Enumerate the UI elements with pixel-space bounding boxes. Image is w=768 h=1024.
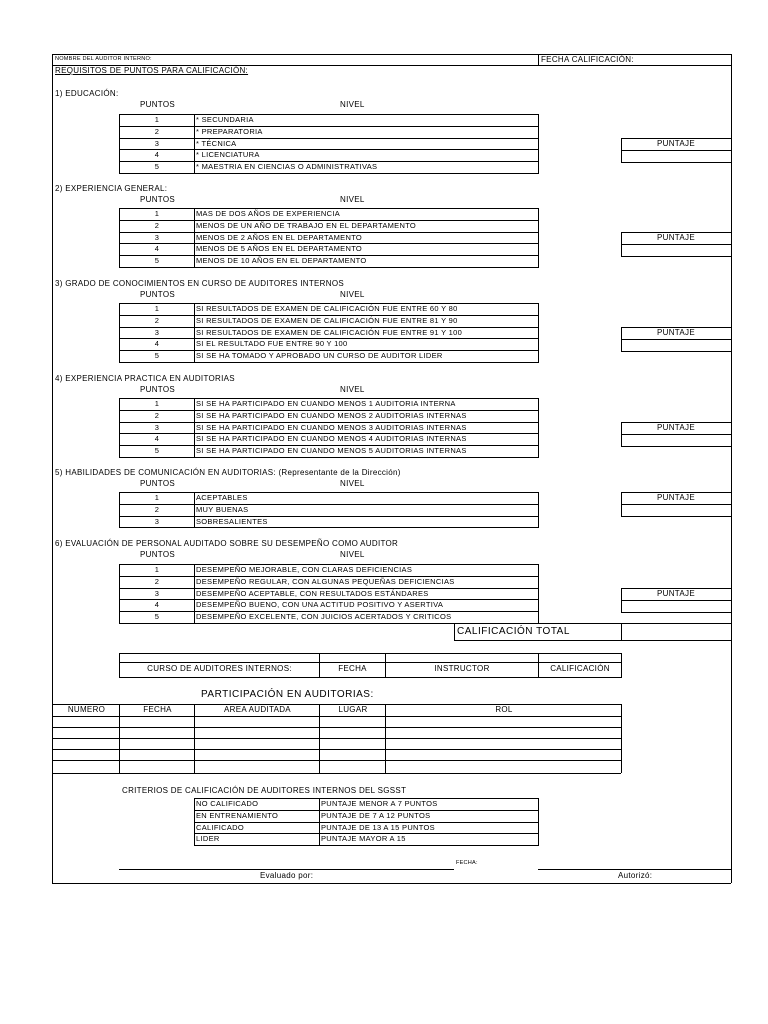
section-3-grid-line bbox=[119, 362, 539, 363]
section-1-row-level: * TÉCNICA bbox=[196, 139, 237, 148]
criteria-range: PUNTAJE DE 13 A 15 PUNTOS bbox=[321, 823, 435, 832]
section-4-row-level: SI SE HA PARTICIPADO EN CUANDO MENOS 2 AUDITORIAS INTERNAS bbox=[196, 411, 467, 420]
section-5-grid-vline bbox=[194, 492, 195, 527]
section-6-score-label: PUNTAJE bbox=[657, 589, 695, 598]
form-border-bottom bbox=[52, 883, 731, 884]
section-3-grid-vline bbox=[538, 303, 539, 362]
section-5-level-header: NIVEL bbox=[340, 479, 365, 488]
criteria-title: CRITERIOS DE CALIFICACIÓN DE AUDITORES INTERNOS DEL SGSST bbox=[122, 786, 407, 795]
section-1-grid-line bbox=[119, 149, 539, 150]
criteria-label: NO CALIFICADO bbox=[196, 799, 259, 808]
section-5-row-points: 1 bbox=[154, 493, 160, 502]
section-3-row-points: 4 bbox=[154, 339, 160, 348]
section-1-row-points: 5 bbox=[154, 162, 160, 171]
course-line-1 bbox=[119, 653, 622, 654]
section-1-grid-vline bbox=[194, 114, 195, 173]
participation-header-5: ROL bbox=[495, 705, 513, 714]
participation-header-4: LUGAR bbox=[338, 705, 368, 714]
participation-grid-line bbox=[52, 738, 621, 739]
criteria-grid-line bbox=[194, 845, 539, 846]
criteria-grid-vline bbox=[538, 798, 539, 845]
section-1-row-level: * SECUNDARIA bbox=[196, 115, 254, 124]
participation-header-2: FECHA bbox=[143, 705, 172, 714]
participation-header-3: AREA AUDITADA bbox=[224, 705, 291, 714]
section-1-row-points: 3 bbox=[154, 139, 160, 148]
section-4-row-points: 3 bbox=[154, 423, 160, 432]
signature-line-evaluated bbox=[119, 869, 454, 870]
participation-title: PARTICIPACIÓN EN AUDITORIAS: bbox=[201, 689, 374, 700]
section-4-row-level: SI SE HA PARTICIPADO EN CUANDO MENOS 1 AUDITORIA INTERNA bbox=[196, 399, 456, 408]
section-6-row-points: 3 bbox=[154, 589, 160, 598]
section-1-grid-line bbox=[119, 173, 539, 174]
section-2-level-header: NIVEL bbox=[340, 195, 365, 204]
section-1-grid-line bbox=[119, 114, 539, 115]
criteria-label: CALIFICADO bbox=[196, 823, 245, 832]
section-3-row-points: 3 bbox=[154, 328, 160, 337]
section-1-points-header: PUNTOS bbox=[140, 100, 175, 109]
section-3-row-level: SI RESULTADOS DE EXAMEN DE CALIFICACIÓN FUE ENTRE 60 Y 80 bbox=[196, 304, 458, 313]
section-3-row-level: SI EL RESULTADO FUE ENTRE 90 Y 100 bbox=[196, 339, 348, 348]
section-2-title: 2) EXPERIENCIA GENERAL: bbox=[55, 184, 168, 193]
section-4-score-field[interactable] bbox=[622, 435, 730, 446]
participation-header-1: NUMERO bbox=[67, 705, 106, 714]
participation-grid-line bbox=[52, 773, 621, 774]
section-4-score-line bbox=[621, 446, 731, 447]
section-3-row-level: SI RESULTADOS DE EXAMEN DE CALIFICACIÓN FUE ENTRE 91 Y 100 bbox=[196, 328, 463, 337]
evaluated-by-label: Evaluado por: bbox=[260, 871, 314, 880]
criteria-range: PUNTAJE MAYOR A 15 bbox=[321, 834, 406, 843]
section-6-grid-vline bbox=[194, 564, 195, 623]
course-header-name: CURSO DE AUDITORES INTERNOS: bbox=[147, 664, 292, 673]
section-2-score-label: PUNTAJE bbox=[657, 233, 695, 242]
section-6-row-level: DESEMPEÑO MEJORABLE, CON CLARAS DEFICIENCIAS bbox=[196, 565, 413, 574]
section-5-row-level: SOBRESALIENTES bbox=[196, 517, 268, 526]
course-header-date: FECHA bbox=[338, 664, 367, 673]
section-6-score-field[interactable] bbox=[622, 601, 730, 612]
section-6-score-line bbox=[621, 612, 731, 613]
section-1-title: 1) EDUCACIÓN: bbox=[55, 89, 119, 98]
section-4-row-points: 2 bbox=[154, 411, 160, 420]
section-6-row-points: 4 bbox=[154, 600, 160, 609]
section-1-grid-line bbox=[119, 126, 539, 127]
section-6-row-points: 2 bbox=[154, 577, 160, 586]
section-4-level-header: NIVEL bbox=[340, 385, 365, 394]
authorized-label: Autorizó: bbox=[618, 871, 653, 880]
section-5-score-field[interactable] bbox=[622, 505, 730, 516]
participation-grid-vline bbox=[119, 704, 120, 773]
section-3-score-field[interactable] bbox=[622, 340, 730, 351]
participation-grid-vline bbox=[52, 704, 53, 773]
section-6-row-level: DESEMPEÑO BUENO, CON UNA ACTITUD POSITIVO Y ASERTIVA bbox=[196, 600, 444, 609]
form-border-right bbox=[731, 54, 732, 883]
section-5-row-points: 2 bbox=[154, 505, 160, 514]
participation-grid-vline bbox=[621, 704, 622, 773]
section-1-row-level: * PREPARATORIA bbox=[196, 127, 263, 136]
section-2-points-header: PUNTOS bbox=[140, 195, 175, 204]
total-label: CALIFICACIÓN TOTAL bbox=[457, 626, 570, 637]
section-2-score-field[interactable] bbox=[622, 245, 730, 256]
course-vline-5 bbox=[621, 653, 622, 677]
section-1-row-level: * LICENCIATURA bbox=[196, 150, 260, 159]
signature-line-authorized bbox=[538, 869, 731, 870]
section-2-row-level: MENOS DE 2 AÑOS EN EL DEPARTAMENTO bbox=[196, 233, 363, 242]
total-left-line bbox=[454, 623, 455, 640]
section-3-score-line bbox=[621, 351, 731, 352]
section-1-row-level: * MAESTRIA EN CIENCIAS O ADMINISTRATIVAS bbox=[196, 162, 378, 171]
section-3-level-header: NIVEL bbox=[340, 290, 365, 299]
section-5-score-label: PUNTAJE bbox=[657, 493, 695, 502]
section-2-grid-vline bbox=[194, 208, 195, 267]
total-bottom-line bbox=[454, 640, 731, 641]
section-3-score-label: PUNTAJE bbox=[657, 328, 695, 337]
header-split bbox=[538, 54, 539, 65]
section-4-row-points: 5 bbox=[154, 446, 160, 455]
participation-grid-line bbox=[52, 704, 621, 705]
section-5-row-level: MUY BUENAS bbox=[196, 505, 249, 514]
section-5-row-points: 3 bbox=[154, 517, 160, 526]
section-2-grid-line bbox=[119, 267, 539, 268]
section-2-row-points: 2 bbox=[154, 221, 160, 230]
section-2-score-line bbox=[621, 256, 731, 257]
section-1-grid-vline bbox=[538, 114, 539, 173]
section-5-row-level: ACEPTABLES bbox=[196, 493, 248, 502]
section-3-row-points: 2 bbox=[154, 316, 160, 325]
section-2-row-level: MENOS DE 5 AÑOS EN EL DEPARTAMENTO bbox=[196, 244, 363, 253]
criteria-label: LIDER bbox=[196, 834, 220, 843]
section-2-grid-vline bbox=[538, 208, 539, 267]
section-2-row-points: 1 bbox=[154, 209, 160, 218]
section-3-title: 3) GRADO DE CONOCIMIENTOS EN CURSO DE AUDITORES INTERNOS bbox=[55, 279, 344, 288]
section-6-row-level: DESEMPEÑO REGULAR, CON ALGUNAS PEQUEÑAS DEFICIENCIAS bbox=[196, 577, 455, 586]
section-2-row-level: MENOS DE UN AÑO DE TRABAJO EN EL DEPARTAMENTO bbox=[196, 221, 417, 230]
section-4-score-label: PUNTAJE bbox=[657, 423, 695, 432]
course-header-instructor: INSTRUCTOR bbox=[434, 664, 490, 673]
section-4-grid-line bbox=[119, 457, 539, 458]
section-6-points-header: PUNTOS bbox=[140, 550, 175, 559]
section-4-grid-vline bbox=[194, 398, 195, 457]
section-5-grid-line bbox=[119, 492, 539, 493]
section-3-points-header: PUNTOS bbox=[140, 290, 175, 299]
section-5-score-line bbox=[621, 516, 731, 517]
section-4-row-points: 4 bbox=[154, 434, 160, 443]
section-1-level-header: NIVEL bbox=[340, 100, 365, 109]
section-1-score-field[interactable] bbox=[622, 151, 730, 162]
section-4-points-header: PUNTOS bbox=[140, 385, 175, 394]
section-4-title: 4) EXPERIENCIA PRACTICA EN AUDITORIAS bbox=[55, 374, 235, 383]
section-5-grid-line bbox=[119, 527, 539, 528]
auditor-name-label: NOMBRE DEL AUDITOR INTERNO: bbox=[55, 56, 152, 62]
participation-grid-line bbox=[52, 716, 621, 717]
section-6-row-level: DESEMPEÑO EXCELENTE, CON JUICIOS ACERTADOS Y CRITICOS bbox=[196, 612, 452, 621]
total-score-field[interactable] bbox=[622, 624, 730, 639]
participation-grid-vline bbox=[319, 704, 320, 773]
section-2-row-level: MAS DE DOS AÑOS DE EXPERIENCIA bbox=[196, 209, 341, 218]
requirements-title: REQUISITOS DE PUNTOS PARA CALIFICACIÓN: bbox=[55, 66, 249, 75]
section-3-row-points: 5 bbox=[154, 351, 160, 360]
section-5-grid-line bbox=[119, 516, 539, 517]
section-1-row-points: 4 bbox=[154, 150, 160, 159]
section-5-points-header: PUNTOS bbox=[140, 479, 175, 488]
participation-grid-vline bbox=[194, 704, 195, 773]
footer-date-label: FECHA: bbox=[456, 860, 478, 866]
participation-grid-vline bbox=[385, 704, 386, 773]
section-2-row-points: 5 bbox=[154, 256, 160, 265]
section-1-grid-line bbox=[119, 138, 539, 139]
section-5-title: 5) HABILIDADES DE COMUNICACIÓN EN AUDITORIAS: (Representante de la Dirección) bbox=[55, 468, 401, 477]
section-6-row-level: DESEMPEÑO ACEPTABLE, CON RESULTADOS ESTÁNDARES bbox=[196, 589, 429, 598]
section-2-row-points: 4 bbox=[154, 244, 160, 253]
section-4-row-level: SI SE HA PARTICIPADO EN CUANDO MENOS 5 AUDITORIAS INTERNAS bbox=[196, 446, 467, 455]
section-4-grid-vline bbox=[538, 398, 539, 457]
section-6-row-points: 1 bbox=[154, 565, 160, 574]
course-line-3 bbox=[119, 677, 622, 678]
section-5-grid-line bbox=[119, 504, 539, 505]
section-6-grid-vline bbox=[538, 564, 539, 623]
participation-grid-line bbox=[52, 760, 621, 761]
section-3-row-level: SI SE HA TOMADO Y APROBADO UN CURSO DE AUDITOR LIDER bbox=[196, 351, 443, 360]
course-line-2 bbox=[119, 662, 622, 663]
section-6-level-header: NIVEL bbox=[340, 550, 365, 559]
section-4-row-level: SI SE HA PARTICIPADO EN CUANDO MENOS 3 AUDITORIAS INTERNAS bbox=[196, 423, 467, 432]
section-3-row-level: SI RESULTADOS DE EXAMEN DE CALIFICACIÓN FUE ENTRE 81 Y 90 bbox=[196, 316, 458, 325]
section-4-row-level: SI SE HA PARTICIPADO EN CUANDO MENOS 4 AUDITORIAS INTERNAS bbox=[196, 434, 467, 443]
section-1-score-label: PUNTAJE bbox=[657, 139, 695, 148]
section-6-title: 6) EVALUACIÓN DE PERSONAL AUDITADO SOBRE SU DESEMPEÑO COMO AUDITOR bbox=[55, 539, 399, 548]
section-5-grid-vline bbox=[538, 492, 539, 527]
section-1-row-points: 1 bbox=[154, 115, 160, 124]
criteria-grid-vline bbox=[319, 798, 320, 845]
participation-grid-line bbox=[52, 749, 621, 750]
course-header-score: CALIFICACIÓN bbox=[550, 664, 610, 673]
participation-grid-line bbox=[52, 727, 621, 728]
section-1-row-points: 2 bbox=[154, 127, 160, 136]
section-2-row-level: MENOS DE 10 AÑOS EN EL DEPARTAMENTO bbox=[196, 256, 367, 265]
criteria-range: PUNTAJE MENOR A 7 PUNTOS bbox=[321, 799, 438, 808]
criteria-range: PUNTAJE DE 7 A 12 PUNTOS bbox=[321, 811, 431, 820]
section-2-row-points: 3 bbox=[154, 233, 160, 242]
section-4-row-points: 1 bbox=[154, 399, 160, 408]
section-3-row-points: 1 bbox=[154, 304, 160, 313]
section-3-grid-vline bbox=[194, 303, 195, 362]
section-1-score-line bbox=[621, 162, 731, 163]
date-label: FECHA CALIFICACIÓN: bbox=[541, 55, 634, 64]
criteria-label: EN ENTRENAMIENTO bbox=[196, 811, 279, 820]
section-6-row-points: 5 bbox=[154, 612, 160, 621]
criteria-grid-vline bbox=[194, 798, 195, 845]
